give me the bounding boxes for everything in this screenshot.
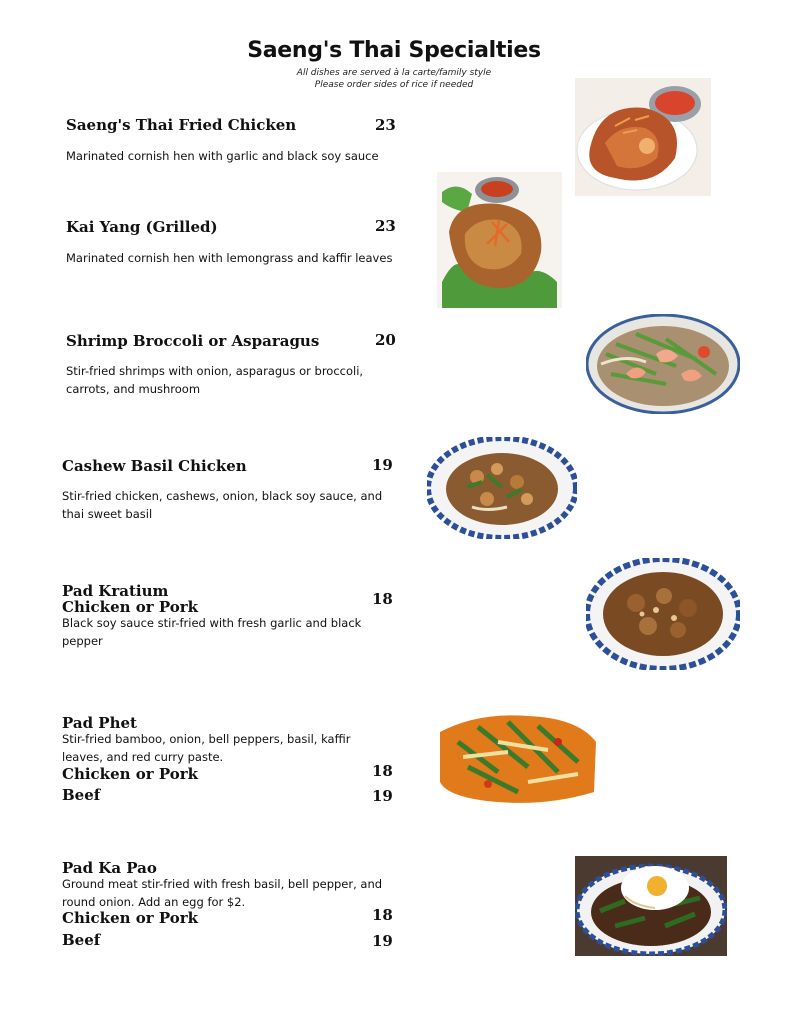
page-title: Saeng's Thai Specialties	[247, 38, 541, 63]
shrimp-stir-fry-photo	[586, 314, 740, 414]
dish-name: Saeng's Thai Fried Chicken	[66, 116, 297, 134]
fried-chicken-photo	[575, 78, 711, 196]
dish-description: Stir-fried shrimps with onion, asparagus or broccoli, carrots, and mushroom	[66, 364, 364, 396]
serving-note: All dishes are served à la carte/family style	[296, 68, 492, 78]
dish-description: Black soy sauce stir-fried with fresh garlic and black pepper	[62, 616, 362, 648]
dish-name: Kai Yang (Grilled)	[66, 218, 218, 236]
pad-kratium-photo	[586, 558, 740, 670]
dish-price: 23	[375, 116, 396, 134]
dish-description: Ground meat stir-fried with fresh basil, bell pepper, and round onion. Add an egg for $2.	[62, 877, 383, 909]
dish-variant: Chicken or Pork	[62, 598, 199, 616]
dish-description: Marinated cornish hen with garlic and black soy sauce	[66, 149, 379, 163]
option-price: 19	[372, 932, 393, 950]
dish-name: Pad Phet	[62, 714, 137, 732]
dish-name: Pad Kratium	[62, 582, 169, 600]
option-label: Beef	[62, 786, 101, 804]
dish-name: Pad Ka Pao	[62, 859, 157, 877]
grilled-chicken-photo	[437, 172, 562, 308]
dish-description: Stir-fried bamboo, onion, bell peppers, basil, kaffir leaves, and red curry paste.	[62, 732, 351, 764]
dish-price: 18	[372, 590, 393, 608]
dish-price: 20	[375, 331, 396, 349]
option-price: 19	[372, 787, 393, 805]
option-price: 18	[372, 906, 393, 924]
rice-note: Please order sides of rice if needed	[314, 80, 474, 90]
dish-description: Marinated cornish hen with lemongrass and kaffir leaves	[66, 251, 393, 265]
option-price: 18	[372, 762, 393, 780]
option-label: Beef	[62, 931, 101, 949]
dish-name: Shrimp Broccoli or Asparagus	[66, 332, 320, 350]
pad-ka-pao-photo	[575, 856, 727, 956]
dish-description: Stir-fried chicken, cashews, onion, black soy sauce, and thai sweet basil	[62, 489, 383, 521]
dish-name: Cashew Basil Chicken	[62, 457, 247, 475]
cashew-chicken-photo	[427, 437, 577, 539]
dish-price: 19	[372, 456, 393, 474]
dish-price: 23	[375, 217, 396, 235]
option-label: Chicken or Pork	[62, 909, 199, 927]
pad-phet-photo	[438, 712, 598, 806]
option-label: Chicken or Pork	[62, 765, 199, 783]
